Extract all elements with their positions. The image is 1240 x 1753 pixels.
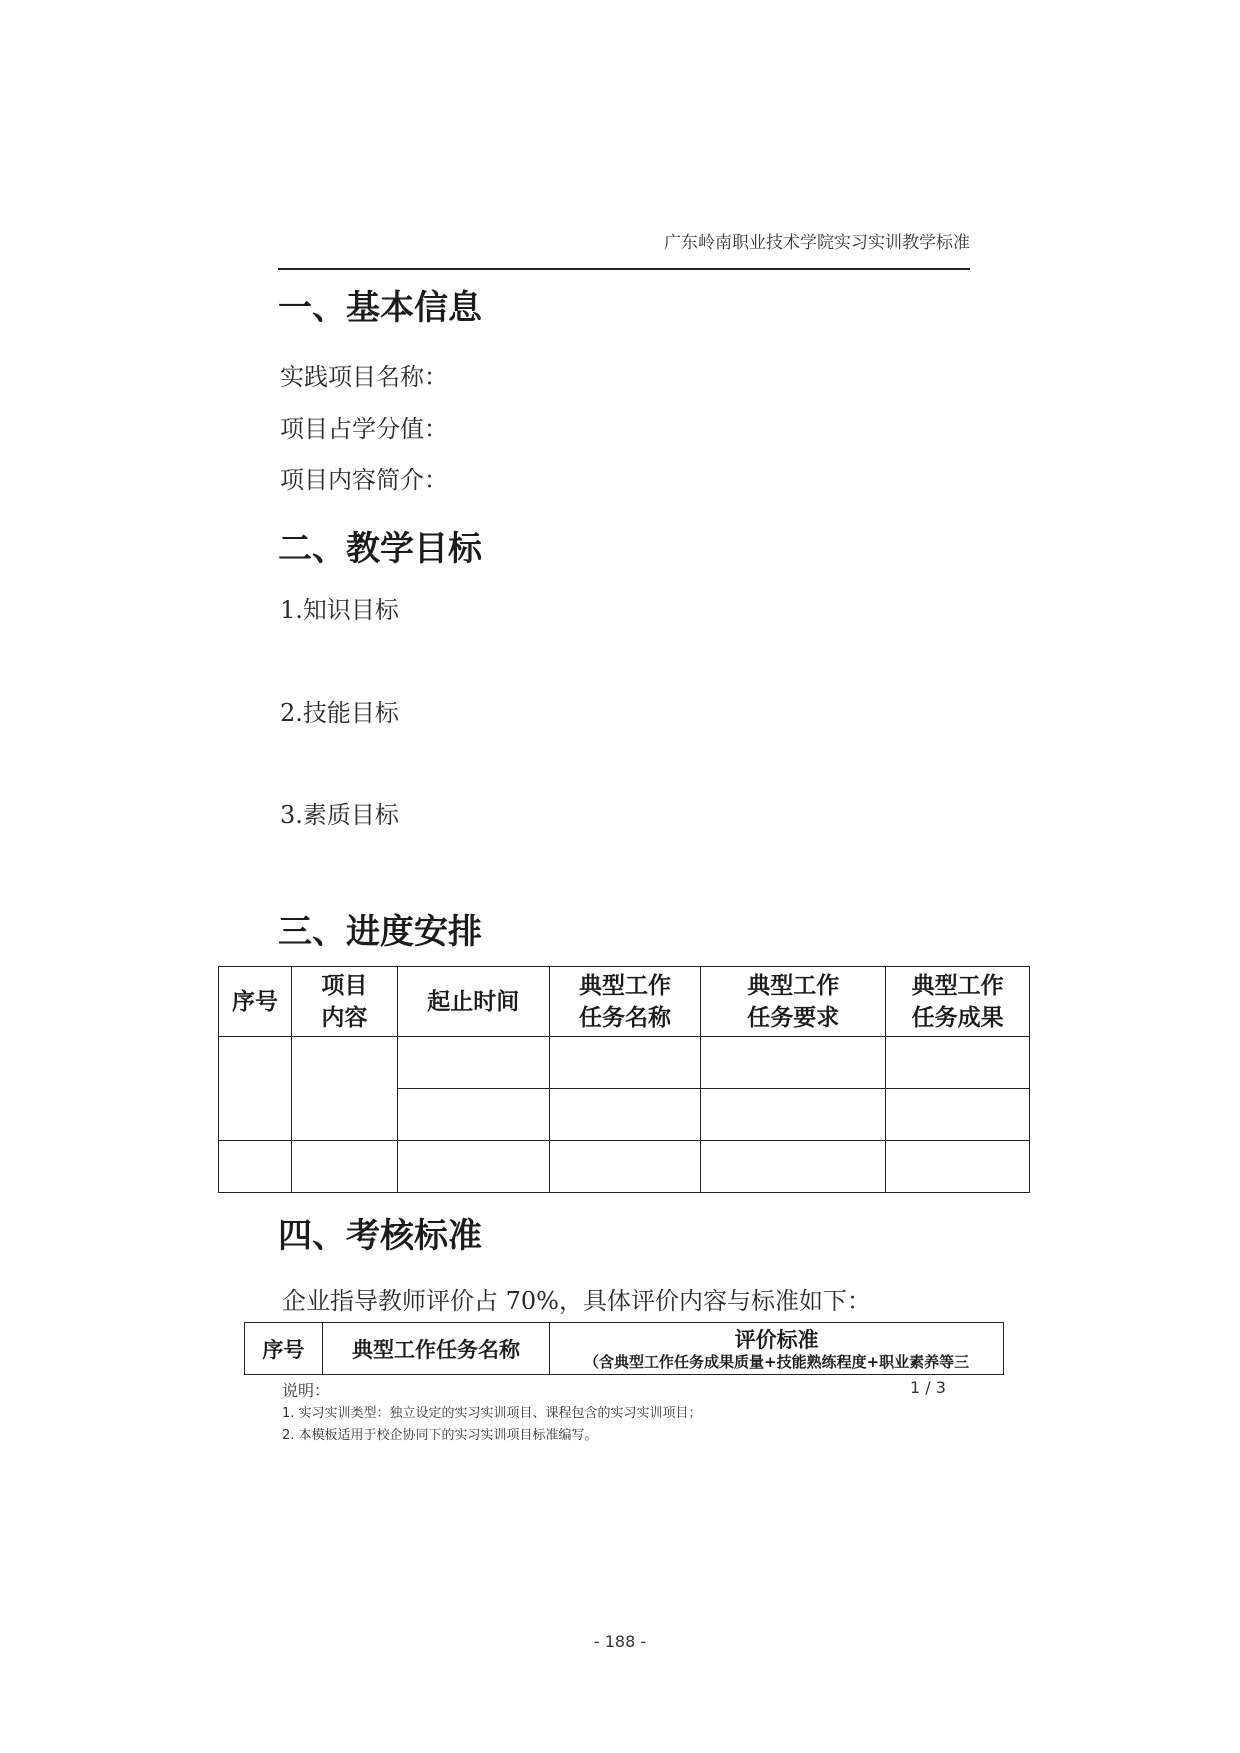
header-cell-index: 序号 <box>245 1323 323 1375</box>
goal-quality: 3.素质目标 <box>280 801 399 829</box>
page-fraction: 1 / 3 <box>910 1378 946 1397</box>
note-item-1: 1. 实习实训类型：独立设定的实习实训项目、课程包含的实习实训项目； <box>282 1406 702 1421</box>
notes-label: 说明： <box>282 1381 331 1400</box>
table-cell[interactable] <box>549 1089 701 1141</box>
criteria-subtitle: （含典型工作任务成果质量+技能熟练程度+职业素养等三 <box>584 1352 970 1371</box>
header-cell-task-name: 典型工作任务名称 <box>322 1323 549 1375</box>
table-cell[interactable] <box>291 1037 397 1141</box>
table-cell[interactable] <box>886 1089 1030 1141</box>
running-header: 广东岭南职业技术学院实习实训教学标准 <box>664 233 970 253</box>
header-cell-index: 序号 <box>219 967 292 1037</box>
table-cell[interactable] <box>701 1141 886 1193</box>
assessment-header-row <box>245 1323 1004 1375</box>
header-cell-period: 起止时间 <box>397 967 549 1037</box>
section-3-title: 三、进度安排 <box>278 912 482 952</box>
schedule-header-row <box>219 967 1030 1037</box>
header-cell-content: 项目 内容 <box>291 967 397 1037</box>
field-content-summary: 项目内容简介： <box>280 466 448 494</box>
table-cell[interactable] <box>397 1141 549 1193</box>
section-2-title: 二、教学目标 <box>278 529 482 569</box>
header-cell-task-name: 典型工作 任务名称 <box>549 967 701 1037</box>
section-1-title: 一、基本信息 <box>278 288 482 328</box>
header-cell-criteria <box>550 1323 1004 1375</box>
assessment-intro: 企业指导教师评价占 70%，具体评价内容与标准如下： <box>282 1287 871 1315</box>
schedule-row <box>219 1141 1030 1193</box>
field-project-name: 实践项目名称： <box>280 363 448 391</box>
table-cell[interactable] <box>397 1089 549 1141</box>
table-cell[interactable] <box>886 1037 1030 1089</box>
note-item-2: 2. 本模板适用于校企协同下的实习实训项目标准编写。 <box>282 1428 598 1443</box>
schedule-table <box>218 966 1030 1193</box>
goal-skill: 2.技能目标 <box>280 699 399 727</box>
page-number: - 188 - <box>593 1632 647 1651</box>
criteria-title: 评价标准 <box>734 1327 819 1352</box>
field-credit-value: 项目占学分值： <box>280 415 448 443</box>
table-cell[interactable] <box>397 1037 549 1089</box>
section-4-title: 四、考核标准 <box>278 1216 482 1256</box>
header-cell-task-requirement: 典型工作 任务要求 <box>701 967 886 1037</box>
header-cell-task-result: 典型工作 任务成果 <box>886 967 1030 1037</box>
table-cell[interactable] <box>701 1089 886 1141</box>
goal-knowledge: 1.知识目标 <box>280 596 399 624</box>
table-cell[interactable] <box>701 1037 886 1089</box>
table-cell[interactable] <box>219 1037 292 1141</box>
table-cell[interactable] <box>219 1141 292 1193</box>
assessment-table <box>244 1322 1004 1375</box>
table-cell[interactable] <box>549 1141 701 1193</box>
table-cell[interactable] <box>291 1141 397 1193</box>
header-rule <box>278 268 970 270</box>
schedule-row <box>219 1037 1030 1089</box>
table-cell[interactable] <box>549 1037 701 1089</box>
table-cell[interactable] <box>886 1141 1030 1193</box>
